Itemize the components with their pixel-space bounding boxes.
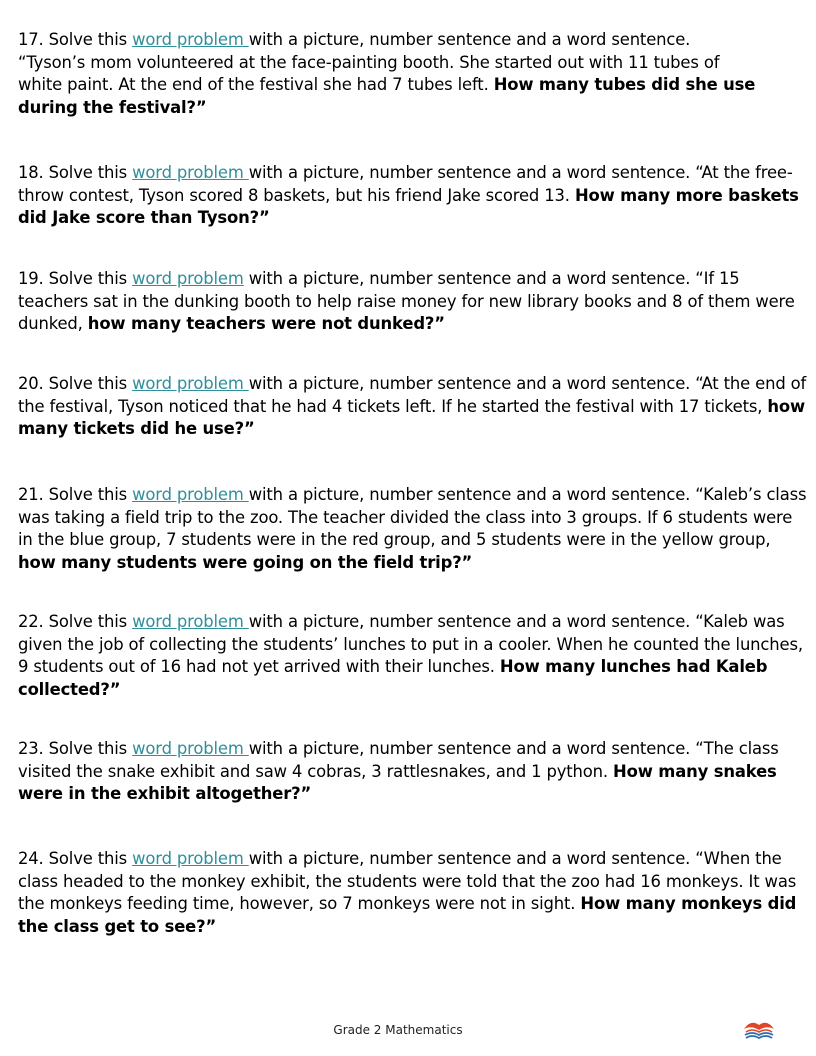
books-logo-icon: [742, 1017, 776, 1039]
problem-text: with a picture, number sentence and a word sentence. “If 15 teachers sat in the dunking booth to help raise money for new library books and 8 of them were dunked,: [18, 269, 795, 333]
word-problem-link[interactable]: word problem: [132, 739, 249, 758]
problem-question: how many tickets did he use?”: [18, 396, 806, 438]
problem-text: with a picture, number sentence and a word sentence. “At the end of the festival, Tyson noticed that he had 4 tickets left. If he started the festival with 17 tickets,: [18, 374, 807, 416]
problem-question: How many monkeys did the class get to see?”: [18, 894, 797, 936]
problem-text: with a picture, number sentence and a word sentence. “When the class headed to the monkey exhibit, the students were told that the zoo had 16 monkeys. It was the monkeys feeding time, however, so 7 monkeys were not in sight.: [18, 849, 797, 913]
problem-text: with a picture, number sentence and a word sentence. “Kaleb was given the job of collecting the students’ lunches to put in a cooler. When he counted the lunches, 9 students out of 16 had not yet arrived with their lunches.: [18, 612, 803, 676]
problem-21: [18, 484, 808, 574]
problem-23: [18, 738, 808, 806]
problem-question: How many tubes did she use during the festival?”: [18, 75, 756, 117]
problem-question: How many snakes were in the exhibit altogether?”: [18, 761, 777, 803]
problem-question: How many more baskets did Jake score than Tyson?”: [18, 185, 799, 227]
problem-19: [18, 268, 808, 336]
word-problem-link[interactable]: word problem: [132, 485, 249, 504]
word-problem-link[interactable]: word problem: [132, 269, 244, 288]
problem-question: how many teachers were not dunked?”: [87, 314, 445, 333]
word-problem-link[interactable]: word problem: [132, 163, 249, 182]
problem-22: [18, 611, 808, 701]
problem-lead: 19. Solve this: [18, 269, 133, 288]
problem-18: [18, 162, 808, 230]
problem-lead: 18. Solve this: [18, 163, 133, 182]
problem-17: [18, 29, 808, 119]
problem-text: with a picture, number sentence and a word sentence. “At the free-throw contest, Tyson scored 8 baskets, but his friend Jake scored 13.: [18, 163, 793, 205]
problem-question: How many lunches had Kaleb collected?”: [18, 657, 768, 699]
word-problem-link[interactable]: word problem: [132, 849, 249, 868]
problem-24: [18, 848, 808, 938]
problem-lead: 24. Solve this: [18, 849, 133, 868]
problem-question: how many students were going on the field trip?”: [18, 552, 473, 572]
problem-text-line: white paint. At the end of the festival she had 7 tubes left.: [18, 75, 494, 94]
problem-lead: 22. Solve this: [18, 612, 133, 631]
problem-lead: 23. Solve this: [18, 739, 133, 758]
footer-text: Grade 2 Mathematics: [333, 1023, 463, 1037]
problem-lead: 17. Solve this: [18, 30, 133, 49]
problem-text: with a picture, number sentence and a word sentence. “Kaleb’s class was taking a field trip to the zoo. The teacher divided the class into 3 groups. If 6 students were in the blue group, 7 students were in the red group, and 5 students were in the yellow group,: [18, 485, 807, 549]
word-problem-link[interactable]: word problem: [132, 612, 249, 631]
problem-lead: 20. Solve this: [18, 374, 133, 393]
word-problem-link[interactable]: word problem: [132, 374, 249, 393]
problem-text-line: “Tyson’s mom volunteered at the face-painting booth. She started out with 11 tubes of: [18, 52, 720, 72]
word-problem-link[interactable]: word problem: [132, 30, 249, 49]
problem-text: with a picture, number sentence and a word sentence.: [248, 30, 691, 49]
problem-20: [18, 373, 808, 441]
problem-text: with a picture, number sentence and a word sentence. “The class visited the snake exhibit and saw 4 cobras, 3 rattlesnakes, and 1 python.: [18, 739, 779, 781]
problem-lead: 21. Solve this: [18, 485, 133, 504]
